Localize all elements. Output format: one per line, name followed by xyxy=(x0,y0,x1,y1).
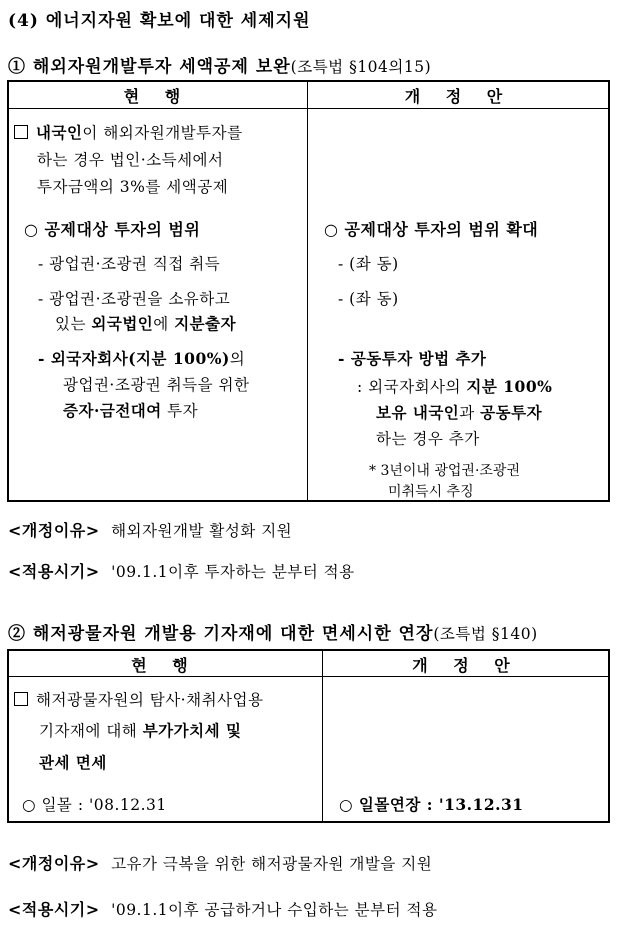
text: 있는 xyxy=(55,315,92,333)
item2-col-revised: 개 정 안 xyxy=(412,656,520,675)
text-bold: 지분출자 xyxy=(174,314,237,333)
text: 에 xyxy=(153,315,175,333)
item1-column-divider xyxy=(307,80,308,502)
text: 해저광물자원의 탐사·채취사업용 xyxy=(36,691,264,709)
item1-revised-scope-3b xyxy=(376,401,542,423)
item1-revised-note2: 미취득시 추징 xyxy=(388,484,474,500)
text: 투자 xyxy=(161,402,199,420)
item1-revised-scope-3a xyxy=(357,375,552,397)
text: 기자재에 대해 xyxy=(39,722,143,740)
section-title: (4) 에너지자원 확보에 대한 세제지원 xyxy=(8,11,311,31)
item2-current-line3: 관세 면세 xyxy=(39,753,107,772)
text: 과 xyxy=(459,404,481,422)
text-bold: 증자·금전대여 xyxy=(63,401,162,420)
checkbox-icon xyxy=(14,125,28,139)
item2-reason: 고유가 극복을 위한 해저광물자원 개발을 지원 xyxy=(111,855,433,873)
text: 의 xyxy=(229,350,246,368)
item2-reason-row xyxy=(8,851,432,874)
item2-current-line2 xyxy=(39,719,241,741)
item1-current-line3: 투자금액의 3%를 세액공제 xyxy=(37,178,229,196)
item1-current-line1 xyxy=(14,121,243,143)
item2-apply-row xyxy=(8,897,437,920)
item1-apply: '09.1.1이후 투자하는 분부터 적용 xyxy=(111,563,355,581)
text-bold: 외국법인 xyxy=(91,314,154,333)
item1-reason: 해외자원개발 활성화 지원 xyxy=(111,522,293,540)
item2-title-row xyxy=(8,619,538,644)
item1-current-scope-3c xyxy=(63,399,198,421)
item2-header-divider xyxy=(7,676,610,677)
item1-revised-scope: ○ 공제대상 투자의 범위 확대 xyxy=(324,220,539,239)
item2-apply: '09.1.1이후 공급하거나 수입하는 분부터 적용 xyxy=(111,901,438,919)
item1-col-revised: 개 정 안 xyxy=(404,87,513,106)
item2-title: ② 해저광물자원 개발용 기자재에 대한 면세시한 연장 xyxy=(8,624,434,644)
item1-current-line2: 하는 경우 법인·소득세에서 xyxy=(37,151,224,169)
item2-reason-label: <개정이유> xyxy=(8,854,100,873)
item2-revised-sunset: ○ 일몰연장 : '13.12.31 xyxy=(339,795,524,814)
item1-revised-note1: * 3년이내 광업권·조광권 xyxy=(369,463,520,479)
item2-current-sunset: ○ 일몰 : '08.12.31 xyxy=(22,796,167,814)
item1-reason-row xyxy=(8,518,292,541)
item1-revised-scope-3c: 하는 경우 추가 xyxy=(376,430,480,448)
text-bold: 지분 100% xyxy=(466,377,553,396)
item1-current-scope-2b xyxy=(55,312,236,334)
item1-col-current: 현 행 xyxy=(123,87,191,106)
text-bold: 부가가치세 및 xyxy=(142,721,242,740)
item2-current-line1 xyxy=(14,688,263,710)
item1-revised-scope-3: - 공동투자 방법 추가 xyxy=(338,349,487,368)
item1-current-scope-2a: - 광업권·조광권을 소유하고 xyxy=(38,290,231,308)
checkbox-icon xyxy=(14,692,28,706)
item2-apply-label: <적용시기> xyxy=(8,900,100,919)
item1-revised-scope-2: - (좌 동) xyxy=(338,290,399,308)
item1-current-scope-3a xyxy=(38,347,245,369)
item2-ref: (조특법 §140) xyxy=(433,625,538,643)
text: : 외국자회사의 xyxy=(357,378,467,396)
text-bold: 보유 내국인 xyxy=(376,403,460,422)
item1-revised-scope-1: - (좌 동) xyxy=(338,255,399,273)
item1-current-subject: 내국인 xyxy=(36,123,83,142)
item1-title-row xyxy=(8,52,431,77)
item1-header-divider xyxy=(7,108,610,109)
item1-ref: (조특법 §104의15) xyxy=(290,58,432,76)
text-bold: - 외국자회사(지분 100%) xyxy=(38,349,230,368)
item1-title: ① 해외자원개발투자 세액공제 보완 xyxy=(8,57,291,77)
text-bold: 공동투자 xyxy=(480,403,543,422)
item1-current-scope: ○ 공제대상 투자의 범위 xyxy=(24,220,201,239)
item1-current-scope-3b: 광업권·조광권 취득을 위한 xyxy=(63,376,250,394)
item1-apply-row xyxy=(8,559,355,582)
item1-reason-label: <개정이유> xyxy=(8,521,100,540)
item1-current-scope-1: - 광업권·조광권 직접 취득 xyxy=(38,255,221,273)
item2-col-current: 현 행 xyxy=(131,656,198,675)
item1-current-line1-text: 이 해외자원개발투자를 xyxy=(82,124,243,142)
item1-apply-label: <적용시기> xyxy=(8,562,100,581)
